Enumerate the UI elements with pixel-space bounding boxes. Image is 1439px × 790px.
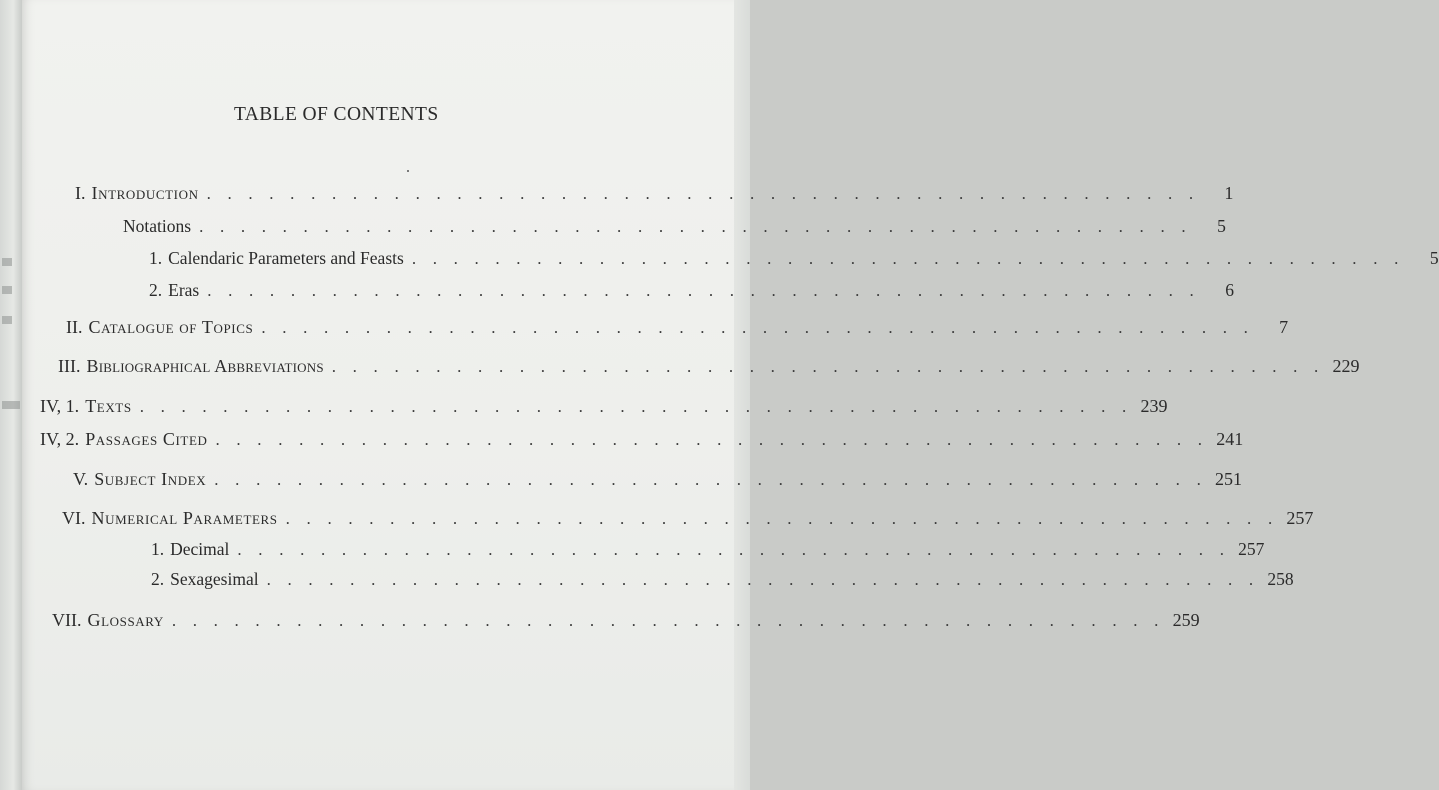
toc-entry-calendaric-parameters [149, 248, 1439, 274]
entry-title: Glossary [87, 610, 164, 630]
entry-title: Eras [168, 280, 200, 300]
entry-number: IV, 1. [40, 396, 80, 416]
dot-leader: . . . . . . . . . . . . . . . . . . . . . . . . . . . . . . . . . . . . . . . . . . . . . . . . [237, 540, 1231, 559]
entry-number: 2. [151, 569, 165, 589]
page-title: TABLE OF CONTENTS [234, 104, 439, 125]
toc-entry-subject-index [73, 469, 1243, 495]
entry-number: II. [66, 317, 83, 337]
entry-title: Passages Cited [85, 429, 208, 449]
toc-entry-bibliographical-abbreviations [58, 356, 1360, 382]
toc-entry-notations [123, 216, 1226, 242]
dot-leader: . . . . . . . . . . . . . . . . . . . . . . . . . . . . . . . . . . . . . . . . . . . . . . . . [331, 357, 1325, 376]
entry-title: Introduction [91, 183, 199, 203]
dot-leader: . . . . . . . . . . . . . . . . . . . . . . . . . . . . . . . . . . . . . . . . . . . . . . . . [206, 184, 1200, 203]
entry-page-number: 6 [1225, 280, 1234, 300]
entry-number: V. [73, 469, 89, 489]
entry-number: I. [75, 183, 86, 203]
toc-entry-decimal [151, 539, 1265, 565]
page-right-edge [734, 0, 750, 790]
entry-page-number: 239 [1140, 396, 1168, 416]
dot-leader: . . . . . . . . . . . . . . . . . . . . . . . . . . . . . . . . . . . . . . . . . . . . . . . . [199, 217, 1192, 236]
entry-number: VII. [52, 610, 82, 630]
previous-page-edge [0, 0, 23, 790]
entry-title: Decimal [170, 539, 230, 559]
bleed-mark [2, 401, 20, 409]
entry-title: Bibliographical Abbreviations [86, 356, 324, 376]
toc-entry-introduction [75, 183, 1234, 209]
toc-entry-texts [40, 396, 1168, 422]
entry-page-number: 5 [1429, 248, 1439, 268]
entry-page-number: 241 [1216, 429, 1244, 449]
entry-page-number: 257 [1286, 508, 1314, 528]
entry-number: 1. [149, 248, 163, 268]
entry-page-number: 1 [1224, 183, 1234, 203]
entry-page-number: 258 [1267, 569, 1294, 589]
ink-speck [407, 170, 409, 172]
entry-number: 2. [149, 280, 163, 300]
dot-leader: . . . . . . . . . . . . . . . . . . . . . . . . . . . . . . . . . . . . . . . . . . . . . . . . [214, 470, 1208, 489]
toc-entry-glossary [52, 610, 1200, 636]
entry-title: Calendaric Parameters and Feasts [168, 248, 404, 268]
entry-page-number: 229 [1332, 356, 1360, 376]
entry-page-number: 7 [1279, 317, 1289, 337]
entry-number: 1. [151, 539, 165, 559]
toc-entry-numerical-parameters [62, 508, 1314, 534]
toc-entry-eras [149, 280, 1234, 306]
bleed-mark [2, 286, 12, 294]
entry-number: IV, 2. [40, 429, 80, 449]
dot-leader: . . . . . . . . . . . . . . . . . . . . . . . . . . . . . . . . . . . . . . . . . . . . . . . . [215, 430, 1209, 449]
entry-page-number: 5 [1217, 216, 1226, 236]
toc-entry-sexagesimal [151, 569, 1294, 595]
dot-leader: . . . . . . . . . . . . . . . . . . . . . . . . . . . . . . . . . . . . . . . . . . . . . . . . [207, 281, 1200, 300]
toc-entry-passages-cited [40, 429, 1244, 455]
dot-leader: . . . . . . . . . . . . . . . . . . . . . . . . . . . . . . . . . . . . . . . . . . . . . . . . [171, 611, 1165, 630]
entry-title: Notations [123, 216, 192, 236]
entry-page-number: 257 [1238, 539, 1265, 559]
bleed-mark [2, 258, 12, 266]
entry-title: Subject Index [94, 469, 207, 489]
dot-leader: . . . . . . . . . . . . . . . . . . . . . . . . . . . . . . . . . . . . . . . . . . . . . . . . [139, 397, 1133, 416]
entry-page-number: 259 [1172, 610, 1200, 630]
entry-title: Numerical Parameters [91, 508, 278, 528]
entry-page-number: 251 [1215, 469, 1243, 489]
bleed-mark [2, 316, 12, 324]
dot-leader: . . . . . . . . . . . . . . . . . . . . . . . . . . . . . . . . . . . . . . . . . . . . . . . . [261, 318, 1255, 337]
dot-leader: . . . . . . . . . . . . . . . . . . . . . . . . . . . . . . . . . . . . . . . . . . . . . . . . [285, 509, 1279, 528]
entry-title: Texts [85, 396, 132, 416]
dot-leader: . . . . . . . . . . . . . . . . . . . . . . . . . . . . . . . . . . . . . . . . . . . . . . . . [411, 249, 1405, 268]
entry-number: III. [58, 356, 81, 376]
dot-leader: . . . . . . . . . . . . . . . . . . . . . . . . . . . . . . . . . . . . . . . . . . . . . . . . [266, 570, 1260, 589]
entry-number: VI. [62, 508, 86, 528]
toc-entry-catalogue-of-topics [66, 317, 1289, 343]
entry-title: Catalogue of Topics [88, 317, 254, 337]
entry-title: Sexagesimal [170, 569, 259, 589]
